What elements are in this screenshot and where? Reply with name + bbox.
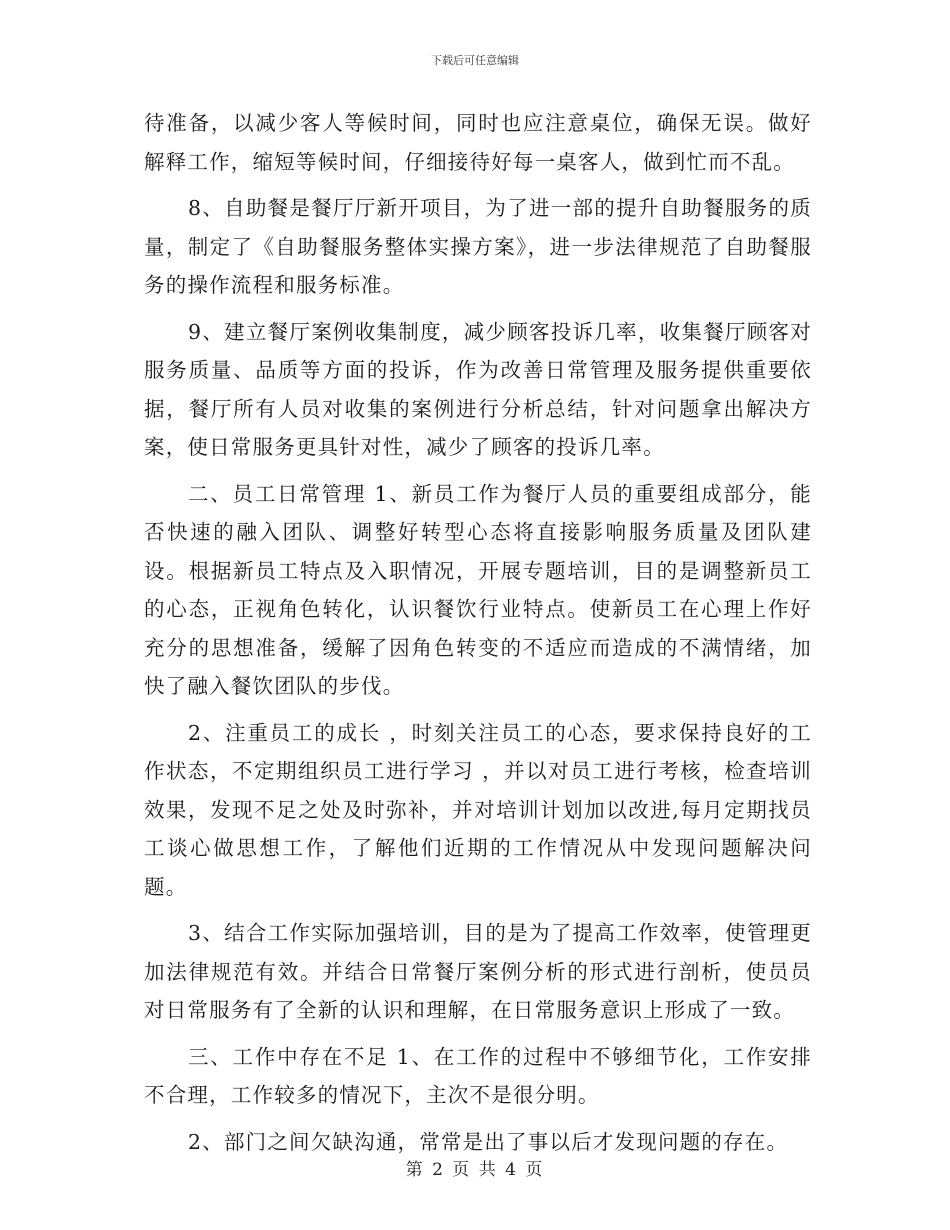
document-body xyxy=(144,104,812,1169)
paragraph-item-8: 8、自助餐是餐厅厅新开项目，为了进一部的提升自助餐服务的质量，制定了《自助餐服务整体实操方案》，进一步法律规范了自助餐服务的操作流程和服务标准。 xyxy=(144,196,812,297)
paragraph-section-2-item-2: 2、注重员工的成长 ，时刻关注员工的心态，要求保持良好的工作状态，不定期组织员工进行学习 ，并以对员工进行考核，检查培训效果，发现不足之处及时弥补，并对培训计划加以改进,每月定期找员工谈心做思想工作，了解他们近期的工作情况从中发现问题解决问题。 xyxy=(144,720,812,899)
paragraph-section-2-item-3: 3、结合工作实际加强培训，目的是为了提高工作效率，使管理更加法律规范有效。并结合日常餐厅案例分析的形式进行剖析，使员员对日常服务有了全新的认识和理解，在日常服务意识上形成了一致。 xyxy=(144,921,812,1022)
paragraph-section-3-item-2: 2、部门之间欠缺沟通，常常是出了事以后才发现问题的存在。 xyxy=(188,1129,789,1154)
paragraph-section-2-item-1: 二、员工日常管理 1、新员工作为餐厅人员的重要组成部分，能否快速的融入团队、调整好转型心态将直接影响服务质量及团队建设。根据新员工特点及入职情况，开展专题培训，目的是调整新员工的心态，正视角色转化，认识餐饮行业特点。使新员工在心理上作好充分的思想准备，缓解了因角色转变的不适应而造成的不满情绪，加快了融入餐饮团队的步伐。 xyxy=(144,481,812,698)
paragraph-section-3-item-1: 三、工作中存在不足 1、在工作的过程中不够细节化，工作安排不合理，工作较多的情况下，主次不是很分明。 xyxy=(144,1044,812,1107)
page-header: 下载后可任意编辑 xyxy=(431,54,519,67)
paragraph-continuation: 待准备，以减少客人等候时间，同时也应注意桌位，确保无误。做好解释工作，缩短等候时间，仔细接待好每一桌客人，做到忙而不乱。 xyxy=(144,111,812,174)
paragraph-item-9: 9、建立餐厅案例收集制度，减少顾客投诉几率，收集餐厅顾客对服务质量、品质等方面的投诉，作为改善日常管理及服务提供重要依据，餐厅所有人员对收集的案例进行分析总结，针对问题拿出解决方案，使日常服务更具针对性，减少了顾客的投诉几率。 xyxy=(144,319,812,459)
page-number-footer: 第 2 页 共 4 页 xyxy=(405,1160,545,1180)
